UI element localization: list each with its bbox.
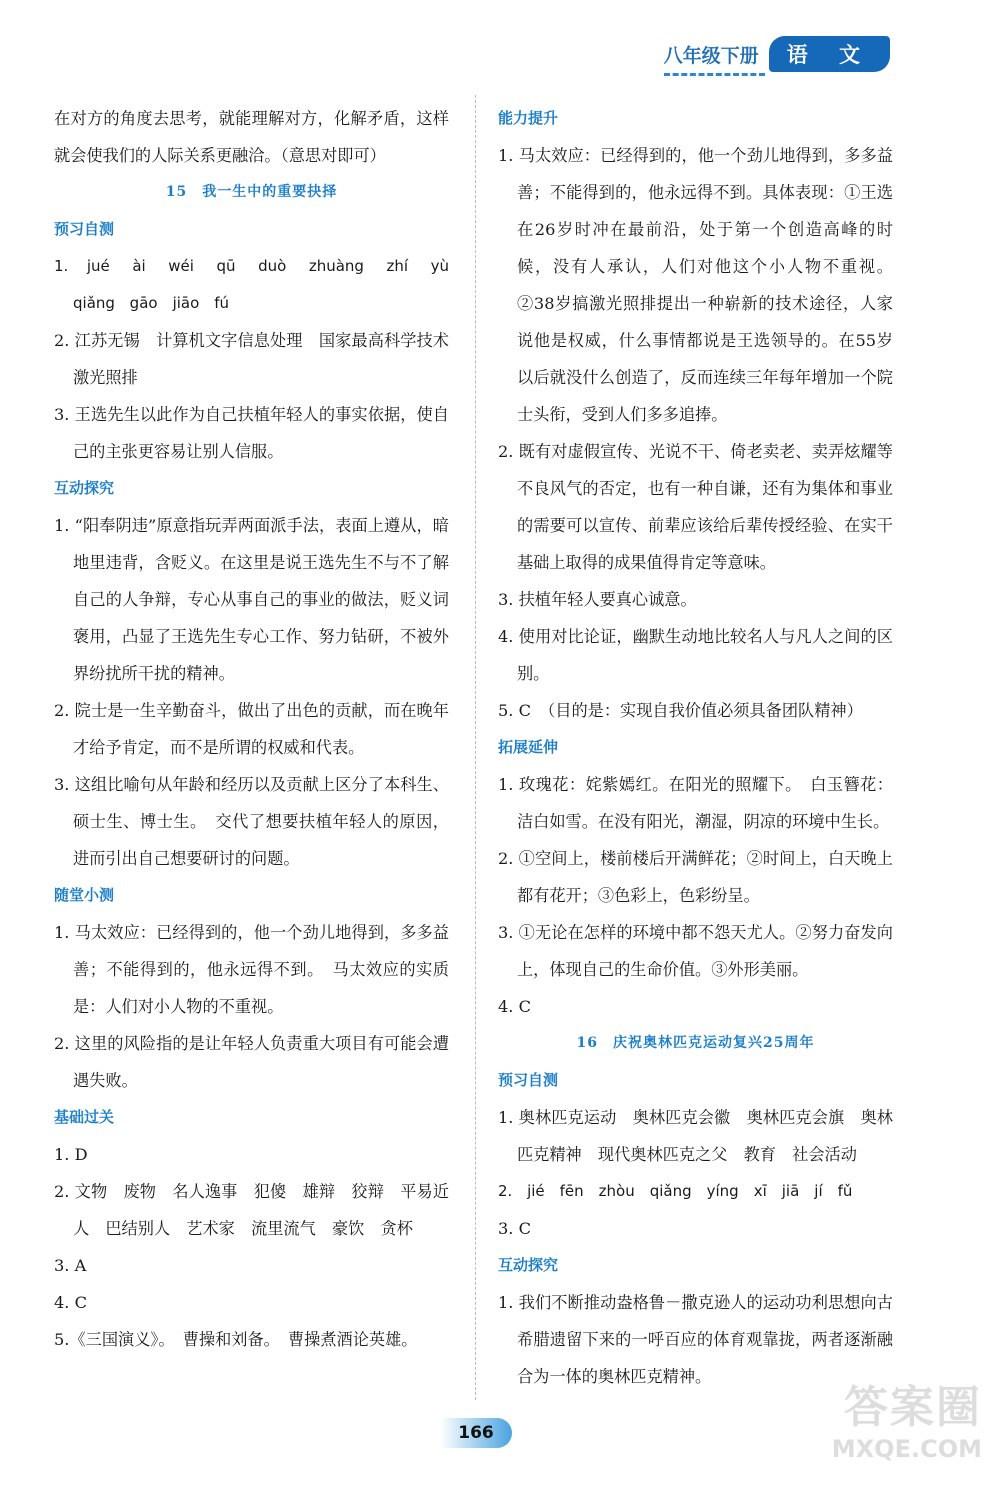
answer-item: 3. 扶植年轻人要真心诚意。 — [498, 590, 697, 609]
grade-label: 八年级下册 — [664, 41, 759, 68]
watermark-url: MXQE.COM — [831, 1435, 982, 1463]
answer-item: 1. 马太效应：已经得到的，他一个劲儿地得到，多多益善；不能得到的，他永远得不到。 马太效应的实质是：人们对小人物的不重视。 — [54, 923, 449, 1016]
answer-item: 1. 马太效应：已经得到的，他一个劲儿地得到，多多益善；不能得到的，他永远得不到。具体表现：①王选在26岁时冲在最前沿，处于第一个创造高峰的时候，没有人承认，人们对他这个小人物不重视。②38岁搞激光照排提出一种崭新的技术途径，人家说他是权威，什么事情都说是王选领导的。在55岁以后就没什么创造了，反而连续三年每年增加一个院士头衔，受到人们多多追捧。 — [498, 146, 893, 424]
answer-item: 1. jué ài wéi qū duò zhuàng zhí yù qiǎng gāo jiāo fú — [54, 257, 465, 312]
right-column — [498, 100, 893, 1395]
answer-item: 1. 玫瑰花：姹紫嫣红。在阳光的照耀下。 白玉簪花：洁白如雪。在没有阳光，潮湿，阴凉的环境中生长。 — [498, 775, 893, 831]
answer-item: 4. 使用对比论证，幽默生动地比较名人与凡人之间的区别。 — [498, 627, 893, 683]
section-heading: 互动探究 — [54, 479, 115, 497]
answer-item: 2. 文物 废物 名人逸事 犯傻 雄辩 狡辩 平易近人 巴结别人 艺术家 流里流气 豪饮 贪杯 — [54, 1182, 449, 1238]
answer-item: 2. 院士是一生辛勤奋斗，做出了出色的贡献，而在晚年才给予肯定，而不是所谓的权威和代表。 — [54, 701, 449, 757]
answer-item: 3. C — [498, 1219, 531, 1238]
answer-item: 4. C — [54, 1293, 87, 1312]
left-column — [54, 100, 466, 1358]
intro-text: 在对方的角度去思考，就能理解对方，化解矛盾，这样就会使我们的人际关系更融洽。（意思对即可） — [54, 109, 449, 165]
answer-item: 3. ①无论在怎样的环境中都不怨天尤人。②努力奋发向上，体现自己的生命价值。③外形美丽。 — [498, 923, 893, 979]
section-heading: 基础过关 — [54, 1108, 115, 1126]
answer-item: 1. D — [54, 1145, 88, 1164]
section-heading: 能力提升 — [498, 109, 559, 127]
lesson-15-title: 15 我一生中的重要抉择 — [165, 184, 338, 200]
answer-item: 1. 奥林匹克运动 奥林匹克会徽 奥林匹克会旗 奥林匹克精神 现代奥林匹克之父 教育 社会活动 — [498, 1108, 893, 1164]
section-heading: 预习自测 — [498, 1071, 559, 1089]
column-divider — [475, 95, 476, 1400]
answer-item: 2. ①空间上，楼前楼后开满鲜花；②时间上，白天晚上都有花开；③色彩上，色彩纷呈。 — [498, 849, 893, 905]
page-header — [664, 36, 890, 72]
watermark-title: 答案圈 — [844, 1382, 982, 1433]
section-heading: 预习自测 — [54, 220, 115, 238]
answer-item: 3. 这组比喻句从年龄和经历以及贡献上区分了本科生、硕士生、博士生。 交代了想要扶植年轻人的原因，进而引出自己想要研讨的问题。 — [54, 775, 449, 868]
answer-item: 2. 这里的风险指的是让年轻人负责重大项目有可能会遭遇失败。 — [54, 1034, 449, 1090]
section-heading: 互动探究 — [498, 1256, 559, 1274]
lesson-16-title: 16 庆祝奥林匹克运动复兴25周年 — [576, 1035, 815, 1051]
answer-item: 2. 既有对虚假宣传、光说不干、倚老卖老、卖弄炫耀等不良风气的否定，也有一种自谦，还有为集体和事业的需要可以宣传、前辈应该给后辈传授经验、在实干基础上取得的成果值得肯定等意味。 — [498, 442, 893, 572]
answer-item: 2. jié fēn zhòu qiǎng yíng xī jiā jí fǔ — [498, 1182, 853, 1200]
answer-item: 1. 我们不断推动盎格鲁－撒克逊人的运动功利思想向古希腊遗留下来的一呼百应的体育观靠拢，两者逐渐融合为一体的奥林匹克精神。 — [498, 1293, 893, 1386]
section-heading: 拓展延伸 — [498, 738, 559, 756]
section-heading: 随堂小测 — [54, 886, 115, 904]
answer-item: 3. A — [54, 1256, 87, 1275]
answer-item: 1. “阳奉阴违”原意指玩弄两面派手法，表面上遵从，暗地里违背，含贬义。在这里是说王选先生不与不了解自己的人争辩，专心从事自己的事业的做法，贬义词褒用，凸显了王选先生专心工作、努力钻研，不被外界纷扰所干扰的精神。 — [54, 516, 449, 683]
answer-item: 5. C （目的是：实现自我价值必须具备团队精神） — [498, 701, 863, 720]
answer-item: 2. 江苏无锡 计算机文字信息处理 国家最高科学技术 激光照排 — [54, 331, 466, 387]
watermark-logo — [782, 1371, 982, 1471]
page-number: 166 — [440, 1418, 512, 1448]
subject-badge: 语 文 — [769, 36, 890, 72]
answer-item: 5.《三国演义》。 曹操和刘备。 曹操煮酒论英雄。 — [54, 1330, 418, 1349]
answer-item: 4. C — [498, 997, 531, 1016]
answer-item: 3. 王选先生以此作为自己扶植年轻人的事实依据，使自己的主张更容易让别人信服。 — [54, 405, 449, 461]
